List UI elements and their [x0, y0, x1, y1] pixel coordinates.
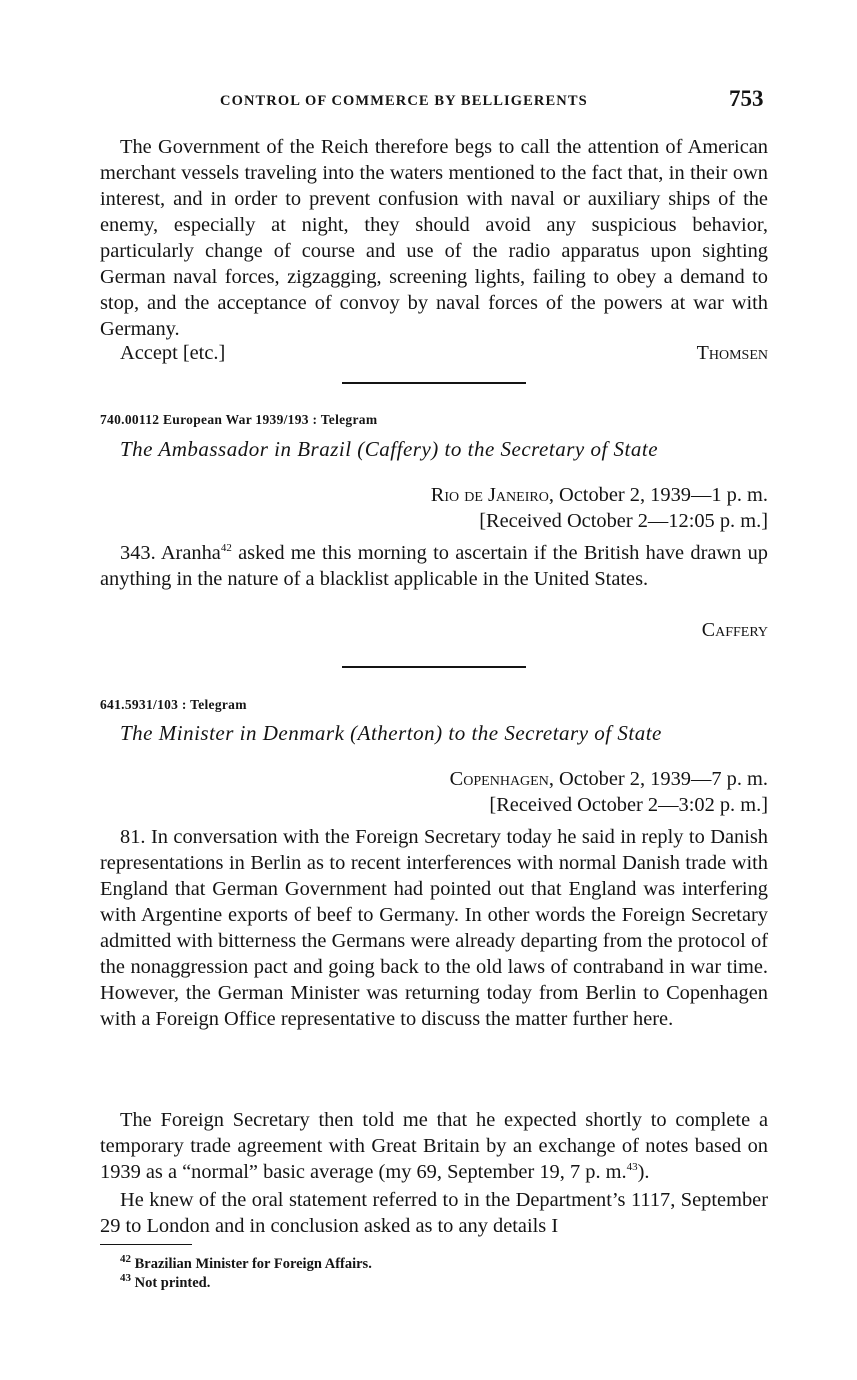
- page-number: 753: [729, 86, 764, 111]
- footnote-rule: [100, 1244, 192, 1245]
- received-line: [Received October 2—12:05 p. m.]: [479, 510, 768, 532]
- section-divider: [342, 382, 526, 384]
- file-reference: 641.5931/103 : Telegram: [100, 697, 247, 712]
- file-reference: 740.00112 European War 1939/193 : Telegram: [100, 412, 378, 427]
- telegram-body-start: 343. Aranha: [120, 542, 221, 564]
- footnote-number: 42: [120, 1253, 131, 1266]
- footnote-marker: 42: [220, 542, 232, 555]
- signature-thomsen: Thomsen: [696, 342, 768, 364]
- footnote-number: 43: [120, 1272, 131, 1285]
- telegram-paragraph-1: 81. In conversation with the Foreign Secretary today he said in reply to Danish representations in Berlin as to recent interferences with normal Danish trade with England that German Government had pointed out that England was interfering with Argentine exports of beef to Germany. In other words the Foreign Secretary admitted with bitterness the Germans were already departing from the protocol of the nonaggression pact and going back to the old laws of contraband in war time. However, the German Minister was returning today from Berlin to Copenhagen with a Foreign Office representative to discuss the matter further here.: [100, 826, 768, 1030]
- telegram-body-rest: asked me this morning to ascertain if the British have drawn up anything in the nature of a blacklist applicable in the United States.: [100, 542, 768, 590]
- dateline: [431, 484, 768, 507]
- footnote-marker: 43: [626, 1161, 638, 1174]
- telegram-paragraph-2: [100, 1107, 768, 1185]
- received-line: [Received October 2—3:02 p. m.]: [489, 794, 768, 816]
- reich-paragraph: The Government of the Reich therefore begs to call the attention of American merchant vessels traveling into the waters mentioned to the fact that, in their own interest, and in order to prevent confusion with naval or auxiliary ships of the enemy, especially at night, they should avoid any suspicious behavior, particularly change of course and use of the radio apparatus upon sighting German naval forces, zigzagging, screening lights, failing to obey a demand to stop, and the acceptance of convoy by naval forces of the powers at war with Germany.: [100, 136, 768, 340]
- running-title: CONTROL OF COMMERCE BY BELLIGERENTS: [220, 93, 588, 109]
- dateline-place: Rio de Janeiro,: [430, 484, 554, 506]
- dateline: [450, 768, 768, 791]
- telegram-paragraph-3: He knew of the oral statement referred to in the Department’s 1117, September 29 to London and in conclusion asked as to any details I: [100, 1189, 768, 1237]
- document-title: The Minister in Denmark (Atherton) to the Secretary of State: [120, 721, 662, 745]
- dateline-place: Copenhagen,: [449, 768, 554, 790]
- telegram-paragraph-2-text: The Foreign Secretary then told me that he expected shortly to complete a temporary trade agreement with Great Britain by an exchange of notes based on 1939 as a “normal” basic average (my 69, September 19, 7 p. m.: [100, 1109, 768, 1183]
- footnote-text: Brazilian Minister for Foreign Affairs.: [134, 1256, 372, 1272]
- dateline-date: October 2, 1939—1 p. m.: [553, 484, 768, 506]
- telegram-paragraph-2-end: ).: [637, 1161, 650, 1183]
- footnote: [120, 1253, 372, 1273]
- section-divider: [342, 666, 526, 668]
- dateline-date: October 2, 1939—7 p. m.: [553, 768, 768, 790]
- telegram-body: [100, 540, 768, 592]
- footnote-text: Not printed.: [134, 1275, 211, 1291]
- document-title: The Ambassador in Brazil (Caffery) to the Secretary of State: [120, 437, 659, 461]
- footnote: [120, 1272, 211, 1292]
- signature-caffery: Caffery: [701, 619, 768, 641]
- closing-accept: Accept [etc.]: [120, 342, 226, 364]
